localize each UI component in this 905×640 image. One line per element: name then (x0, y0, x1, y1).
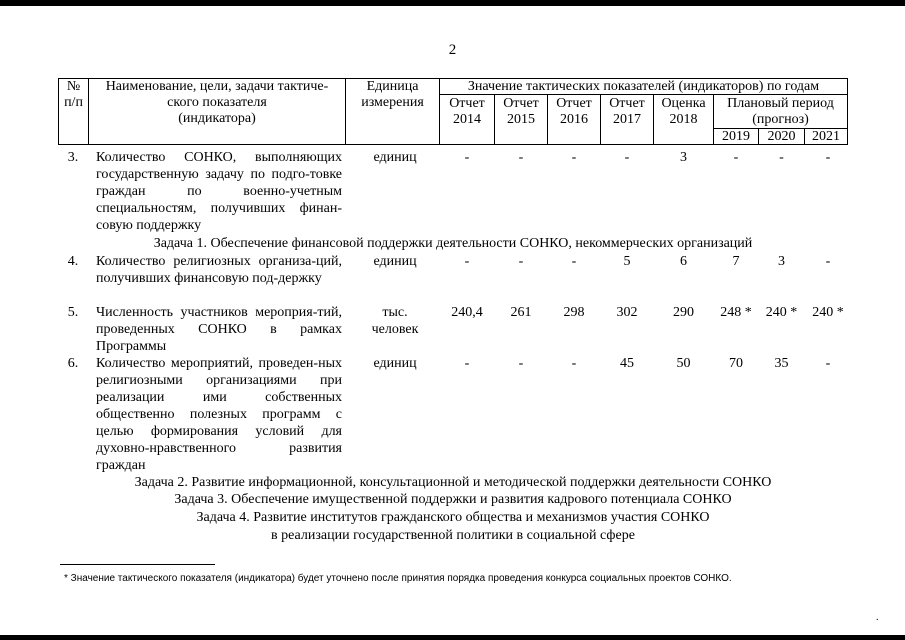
value-2017: - (624, 150, 630, 165)
row-name: Количество СОНКО, выполняющих государственную задачу по подго-товке граждан по военно-учетным специальностям, получивших финан-совую поддержку (96, 150, 342, 233)
value-2014: - (464, 254, 470, 269)
row-unit: единиц (373, 254, 417, 269)
row-unit: единиц (373, 150, 417, 165)
row-name: Количество религиозных организа-ций, получивших финансовую под-держку (96, 254, 342, 286)
value-2020: 35 (774, 356, 789, 371)
value-2014: 240,4 (451, 305, 483, 320)
value-2017: 45 (620, 356, 634, 371)
header-year-2016: Отчет 2016 (556, 96, 592, 127)
value-2019: 70 (729, 356, 743, 371)
value-2019: 7 (732, 254, 740, 269)
value-2018: 6 (680, 254, 687, 269)
row-unit: единиц (373, 356, 417, 371)
header-year-2018: Оценка 2018 (661, 96, 706, 127)
value-2021: 240 * (812, 305, 844, 320)
row-number: 6. (67, 356, 79, 371)
value-2017: 5 (623, 254, 631, 269)
page-number: 2 (448, 42, 457, 58)
top-border (0, 0, 905, 6)
value-2016: - (571, 254, 577, 269)
value-2021: - (825, 356, 831, 371)
value-2021: - (825, 254, 831, 269)
header-name: Наименование, цели, задачи тактиче- ского показателя (индикатора) (105, 79, 329, 126)
task-1-heading: Задача 1. Обеспечение финансовой поддержки деятельности СОНКО, некоммерческих организаций (153, 236, 753, 251)
header-year-2020: 2020 (767, 129, 796, 144)
value-2016: 298 (563, 305, 585, 320)
value-2017: 302 (616, 305, 638, 320)
header-plan-period: Плановый период (прогноз) (727, 96, 834, 127)
value-2018: 50 (676, 356, 691, 371)
footnote-separator (60, 564, 215, 565)
footnote: * Значение тактического показателя (индикатора) будет уточнено после принятия порядка проведения конкурса социальных проектов СОНКО. (64, 573, 732, 584)
value-2016: - (571, 356, 577, 371)
header-year-2017: Отчет 2017 (609, 96, 645, 127)
value-2015: - (518, 150, 524, 165)
task-4-heading: Задача 4. Развитие институтов гражданского общества и механизмов участия СОНКО (196, 510, 710, 525)
table-header (58, 78, 848, 145)
header-unit: Единица измерения (361, 79, 424, 110)
corner-mark: . (876, 612, 879, 623)
row-number: 4. (67, 254, 79, 269)
value-2019: - (733, 150, 739, 165)
value-2020: 3 (778, 254, 785, 269)
row-number: 5. (67, 305, 79, 320)
row-name: Численность участников мероприя-тий, проведенных СОНКО в рамках Программы (96, 305, 342, 354)
row-name: Количество мероприятий, проведен-ных религиозными организациями при реализации ими собственных общественно полезных программ с целью формирования условий для духовно-нравственного развития граждан (96, 356, 342, 473)
value-2018: 290 (673, 305, 694, 320)
value-2019: 248 * (720, 305, 752, 320)
value-2020: 240 * (765, 305, 798, 320)
value-2014: - (464, 150, 470, 165)
row-number: 3. (67, 150, 79, 165)
header-year-2019: 2019 (722, 129, 750, 144)
value-2015: 261 (510, 305, 532, 320)
value-2015: - (518, 356, 524, 371)
bottom-border (0, 635, 905, 640)
value-2018: 3 (680, 150, 687, 165)
header-values-group: Значение тактических показателей (индикаторов) по годам (467, 79, 820, 94)
header-year-2021: 2021 (812, 129, 840, 144)
header-year-2015: Отчет 2015 (503, 96, 539, 127)
value-2020: - (779, 150, 784, 165)
task-3-heading: Задача 3. Обеспечение имущественной поддержки и развития кадрового потенциала СОНКО (174, 492, 732, 507)
header-num: № п/п (64, 79, 83, 110)
row-unit: тыс. человек (371, 305, 419, 337)
header-year-2014: Отчет 2014 (449, 96, 485, 127)
value-2021: - (825, 150, 831, 165)
task-2-heading: Задача 2. Развитие информационной, консультационной и методической поддержки деятельности СОНКО (134, 475, 772, 490)
value-2014: - (464, 356, 470, 371)
task-4-heading-continued: в реализации государственной политики в социальной сфере (271, 528, 635, 543)
value-2015: - (518, 254, 524, 269)
value-2016: - (571, 150, 577, 165)
